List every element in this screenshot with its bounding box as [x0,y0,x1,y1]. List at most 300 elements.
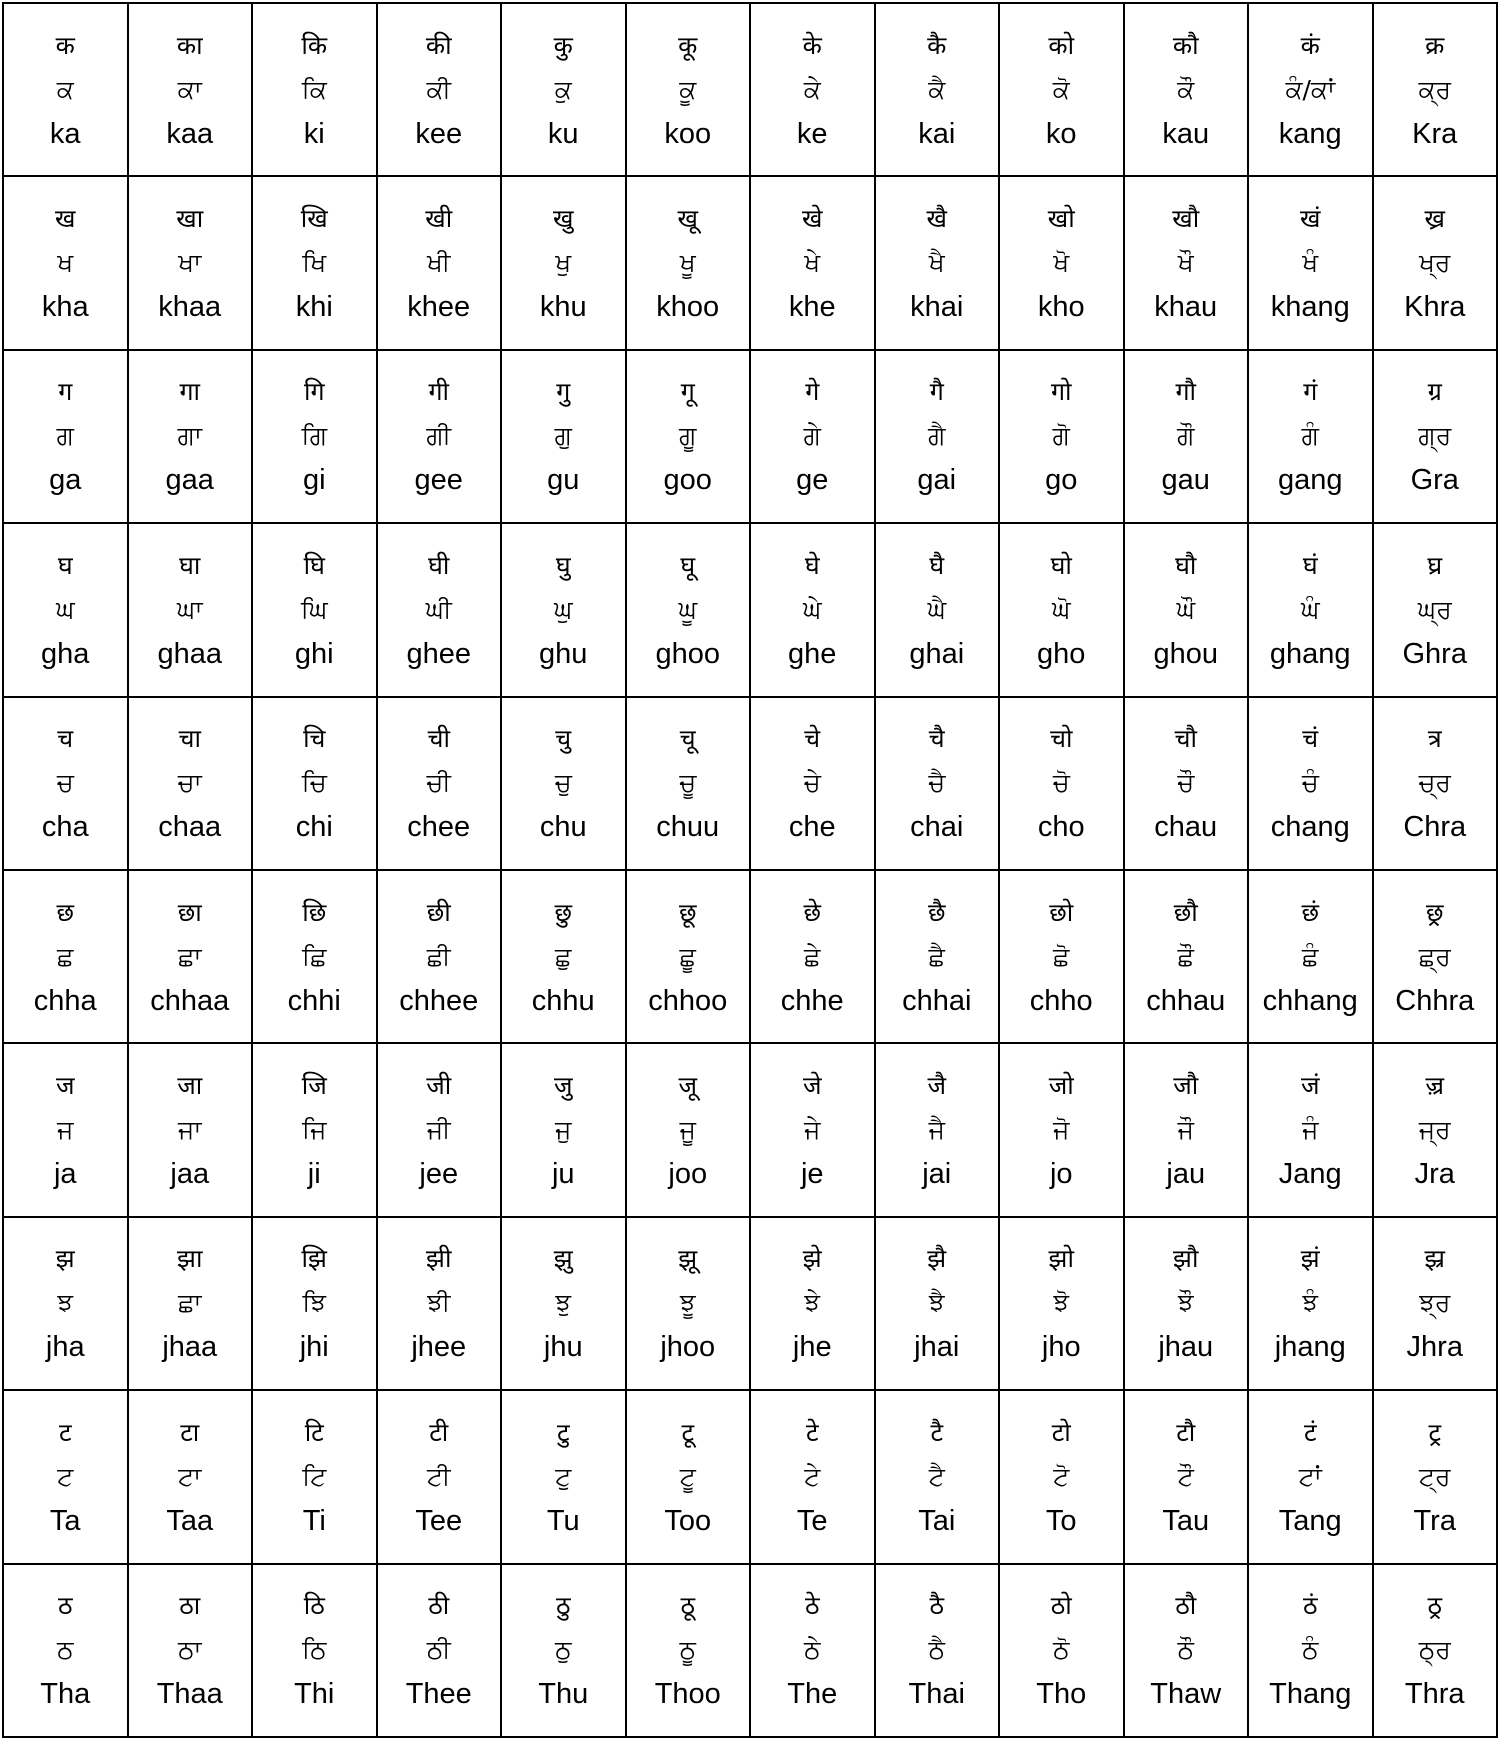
table-body [3,3,1497,1737]
syllable-group [502,351,625,522]
gurmukhi-syllable: ਟੇ [804,1461,821,1491]
devanagari-syllable: ठ्र [1427,1591,1443,1621]
syllable-group [1000,177,1123,348]
syllable-group [1249,4,1372,175]
romanized-syllable: go [1045,464,1078,497]
syllable-cell [128,1564,253,1737]
syllable-cell [3,3,128,176]
syllable-cell [1373,1390,1498,1563]
devanagari-syllable: गि [303,377,325,407]
devanagari-syllable: जि [301,1071,327,1101]
table-row [3,3,1497,176]
devanagari-syllable: ठि [303,1591,325,1621]
devanagari-syllable: छा [177,897,202,927]
syllable-cell [252,523,377,696]
devanagari-syllable: जौ [1173,1071,1199,1101]
devanagari-syllable: घा [179,550,201,580]
gurmukhi-syllable: ਟੌ [1177,1461,1194,1491]
syllable-group [1374,351,1497,522]
devanagari-syllable: ठु [555,1591,571,1621]
devanagari-syllable: कु [553,30,573,60]
gurmukhi-syllable: ਚੂ [679,768,697,798]
gurmukhi-syllable: ਕੰ/ਕਾਂ [1285,74,1336,104]
syllable-cell [3,1564,128,1737]
syllable-group [627,698,750,869]
romanized-syllable: Tra [1413,1504,1456,1537]
syllable-group [627,1391,750,1562]
gurmukhi-syllable: ਠਿ [302,1635,327,1665]
devanagari-syllable: ट्र [1428,1417,1442,1447]
syllable-cell [1248,350,1373,523]
devanagari-syllable: ट [58,1417,72,1447]
romanized-syllable: gee [414,464,463,497]
devanagari-syllable: जो [1048,1071,1074,1101]
devanagari-syllable: के [802,30,822,60]
syllable-cell [1124,176,1249,349]
syllable-cell [252,1043,377,1216]
gurmukhi-syllable: ਛਾ [177,941,202,971]
romanized-syllable: jhi [299,1331,329,1364]
devanagari-syllable: चै [928,724,945,754]
gurmukhi-syllable: ਠੀ [426,1635,451,1665]
romanized-syllable: chhe [780,984,844,1017]
romanized-syllable: jho [1041,1331,1081,1364]
syllable-group [876,1391,999,1562]
syllable-group [253,1218,376,1389]
gurmukhi-syllable: ਠੌ [1177,1635,1194,1665]
devanagari-syllable: घे [804,550,820,580]
gurmukhi-syllable: ਜੀ [426,1115,451,1145]
romanized-syllable: chee [407,811,471,844]
gurmukhi-syllable: ਛੋ [1053,941,1070,971]
syllable-group [1125,1044,1248,1215]
syllable-cell [1124,523,1249,696]
syllable-cell [750,1390,875,1563]
romanized-syllable: kau [1162,117,1210,150]
gurmukhi-syllable: ਠੰ [1302,1635,1319,1665]
gurmukhi-syllable: ਚਾ [177,768,202,798]
devanagari-syllable: टं [1303,1417,1317,1447]
syllable-cell [1373,697,1498,870]
gurmukhi-syllable: ਟਾ [178,1461,202,1491]
syllable-group [378,698,501,869]
romanized-syllable: Te [796,1504,828,1537]
devanagari-syllable: छो [1049,897,1074,927]
syllable-cell [377,176,502,349]
romanized-syllable: chhoo [648,984,728,1017]
romanized-syllable: Ti [302,1504,326,1537]
devanagari-syllable: चो [1050,724,1073,754]
syllable-group [502,1218,625,1389]
gurmukhi-syllable: ਟੀ [426,1461,451,1491]
syllable-group [129,4,252,175]
syllable-table [2,2,1498,1738]
gurmukhi-syllable: ਠ੍ਰ [1418,1635,1451,1665]
gurmukhi-syllable: ਗ੍ਰ [1418,421,1452,451]
gurmukhi-syllable: ਛੰ [1302,941,1319,971]
syllable-cell [1248,523,1373,696]
syllable-cell [3,350,128,523]
devanagari-syllable: झी [426,1244,452,1274]
devanagari-syllable: छि [302,897,327,927]
gurmukhi-syllable: ਘੇ [802,594,822,624]
romanized-syllable: ghai [909,637,965,670]
devanagari-syllable: ज़्र [1425,1071,1445,1101]
devanagari-syllable: को [1048,30,1075,60]
syllable-cell [1124,1390,1249,1563]
romanized-syllable: khoo [656,291,720,324]
romanized-syllable: jee [419,1158,459,1191]
devanagari-syllable: गू [680,377,695,407]
syllable-group [4,1391,127,1562]
syllable-cell [875,176,1000,349]
romanized-syllable: jhe [792,1331,832,1364]
romanized-syllable: chu [539,811,587,844]
romanized-syllable: gho [1037,637,1086,670]
devanagari-syllable: त्र [1427,724,1442,754]
syllable-cell [128,350,253,523]
syllable-group [378,1044,501,1215]
devanagari-syllable: घि [303,550,325,580]
romanized-syllable: gang [1277,464,1343,497]
syllable-group [502,4,625,175]
romanized-syllable: chho [1029,984,1093,1017]
syllable-cell [128,870,253,1043]
syllable-cell [501,1217,626,1390]
romanized-syllable: Khra [1404,291,1466,324]
syllable-cell [501,176,626,349]
gurmukhi-syllable: ਗੀ [426,421,452,451]
syllable-cell [3,697,128,870]
syllable-cell [128,176,253,349]
syllable-cell [3,870,128,1043]
gurmukhi-syllable: ਘੰ [1300,594,1320,624]
syllable-group [751,351,874,522]
romanized-syllable: ke [796,117,828,150]
syllable-group [378,1218,501,1389]
devanagari-syllable: कौ [1172,30,1199,60]
syllable-group [627,4,750,175]
devanagari-syllable: चू [679,724,696,754]
gurmukhi-syllable: ਛੈ [928,941,945,971]
syllable-cell [1248,1043,1373,1216]
romanized-syllable: jhu [543,1331,583,1364]
gurmukhi-syllable: ਛੂ [679,941,696,971]
gurmukhi-syllable: ਝੋ [1053,1288,1070,1318]
devanagari-syllable: घु [555,550,571,580]
devanagari-syllable: झु [553,1244,573,1274]
gurmukhi-syllable: ਟੋ [1053,1461,1070,1491]
gurmukhi-syllable: ਚ੍ਰ [1418,768,1451,798]
syllable-group [1000,1391,1123,1562]
romanized-syllable: ki [303,117,325,150]
devanagari-syllable: खू [677,204,698,234]
syllable-cell [1124,870,1249,1043]
syllable-group [4,351,127,522]
devanagari-syllable: छु [554,897,573,927]
gurmukhi-syllable: ਗੇ [803,421,821,451]
syllable-cell [750,870,875,1043]
syllable-cell [1373,176,1498,349]
devanagari-syllable: ठे [804,1591,820,1621]
syllable-cell [1373,350,1498,523]
syllable-group [253,1565,376,1736]
syllable-group [129,1044,252,1215]
gurmukhi-syllable: ਛਿ [302,941,327,971]
table-row [3,1217,1497,1390]
syllable-group [1125,524,1248,695]
devanagari-syllable: गो [1050,377,1072,407]
romanized-syllable: gha [41,637,90,670]
table-row [3,1043,1497,1216]
syllable-cell [377,350,502,523]
gurmukhi-syllable: ਖੂ [679,248,696,278]
devanagari-syllable: झं [1300,1244,1320,1274]
romanized-syllable: Thu [538,1678,589,1711]
devanagari-syllable: क [55,30,75,60]
syllable-group [1374,1391,1497,1562]
devanagari-syllable: झो [1048,1244,1074,1274]
syllable-cell [999,697,1124,870]
devanagari-syllable: ठै [929,1591,945,1621]
devanagari-syllable: ख [55,204,76,234]
syllable-group [876,524,999,695]
gurmukhi-syllable: ਕ [56,74,74,104]
syllable-group [627,524,750,695]
gurmukhi-syllable: ਠੂ [679,1635,696,1665]
romanized-syllable: chuu [656,811,720,844]
devanagari-syllable: चा [178,724,201,754]
syllable-group [1374,1044,1497,1215]
romanized-syllable: ghaa [157,637,222,670]
romanized-syllable: gai [917,464,957,497]
romanized-syllable: chai [910,811,964,844]
syllable-cell [252,176,377,349]
gurmukhi-syllable: ਝੀ [427,1288,451,1318]
syllable-cell [252,697,377,870]
syllable-cell [252,1217,377,1390]
gurmukhi-syllable: ਝ੍ਰ [1419,1288,1451,1318]
syllable-group [876,4,999,175]
gurmukhi-syllable: ਗੋ [1052,421,1070,451]
syllable-cell [999,1217,1124,1390]
romanized-syllable: ge [796,464,829,497]
syllable-group [1125,177,1248,348]
syllable-cell [626,523,751,696]
syllable-group [253,177,376,348]
devanagari-syllable: झा [177,1244,203,1274]
romanized-syllable: jhang [1274,1331,1346,1364]
gurmukhi-syllable: ਜ [57,1115,74,1145]
gurmukhi-syllable: ਘੀ [425,594,452,624]
romanized-syllable: gau [1161,464,1210,497]
syllable-group [1374,4,1497,175]
gurmukhi-syllable: ਛ [57,941,74,971]
devanagari-syllable: कू [678,30,698,60]
syllable-group [378,4,501,175]
syllable-cell [377,1390,502,1563]
devanagari-syllable: खे [802,204,823,234]
syllable-group [4,524,127,695]
syllable-cell [750,3,875,176]
gurmukhi-syllable: ਝੰ [1302,1288,1319,1318]
syllable-cell [875,3,1000,176]
romanized-syllable: Tang [1278,1504,1342,1537]
syllable-group [751,871,874,1042]
devanagari-syllable: चं [1302,724,1319,754]
syllable-group [378,1391,501,1562]
syllable-group [129,1391,252,1562]
gurmukhi-syllable: ਜੁ [555,1115,572,1145]
devanagari-syllable: टे [805,1417,819,1447]
devanagari-syllable: जा [177,1071,203,1101]
devanagari-syllable: टी [429,1417,449,1447]
syllable-cell [252,350,377,523]
syllable-group [378,1565,501,1736]
devanagari-syllable: ठौ [1175,1591,1197,1621]
syllable-cell [875,1390,1000,1563]
romanized-syllable: chhai [902,984,972,1017]
devanagari-syllable: खो [1047,204,1075,234]
romanized-syllable: ji [307,1158,321,1191]
gurmukhi-syllable: ਖੋ [1053,248,1070,278]
romanized-syllable: jhaa [162,1331,218,1364]
syllable-group [4,177,127,348]
gurmukhi-syllable: ਛੁ [555,941,572,971]
devanagari-syllable: जू [678,1071,698,1101]
romanized-syllable: kee [415,117,463,150]
romanized-syllable: Tho [1036,1678,1087,1711]
gurmukhi-syllable: ਛੌ [1177,941,1194,971]
devanagari-syllable: छ [56,897,75,927]
romanized-syllable: Too [664,1504,712,1537]
syllable-group [876,1565,999,1736]
syllable-group [1000,1044,1123,1215]
gurmukhi-syllable: ਖੁ [555,248,572,278]
devanagari-syllable: छी [426,897,451,927]
syllable-cell [3,523,128,696]
romanized-syllable: ghang [1269,637,1351,670]
gurmukhi-syllable: ਛੀ [426,941,451,971]
gurmukhi-syllable: ਝੇ [804,1288,821,1318]
syllable-cell [1124,1217,1249,1390]
syllable-group [4,1044,127,1215]
romanized-syllable: Gra [1410,464,1459,497]
gurmukhi-syllable: ਜੈ [928,1115,945,1145]
gurmukhi-syllable: ਗੰ [1301,421,1319,451]
syllable-cell [626,1217,751,1390]
syllable-group [1125,698,1248,869]
romanized-syllable: chhaa [150,984,230,1017]
syllable-cell [128,3,253,176]
romanized-syllable: Tha [40,1678,91,1711]
gurmukhi-syllable: ਟਿ [302,1461,327,1491]
syllable-cell [626,697,751,870]
syllable-group [751,4,874,175]
romanized-syllable: jhoo [660,1331,716,1364]
romanized-syllable: khee [407,291,471,324]
syllable-group [751,698,874,869]
syllable-group [1125,351,1248,522]
syllable-group [129,177,252,348]
romanized-syllable: khi [295,291,333,324]
devanagari-syllable: जै [927,1071,947,1101]
gurmukhi-syllable: ਜੂ [679,1115,696,1145]
romanized-syllable: Kra [1412,117,1458,150]
syllable-cell [875,1217,1000,1390]
syllable-group [253,1044,376,1215]
syllable-cell [1248,1217,1373,1390]
gurmukhi-syllable: ਜੋ [1053,1115,1070,1145]
syllable-group [1374,871,1497,1042]
gurmukhi-syllable: ਝੁ [555,1288,572,1318]
gurmukhi-syllable: ਖ [57,248,74,278]
devanagari-syllable: झ [55,1244,75,1274]
syllable-cell [377,1217,502,1390]
devanagari-syllable: ज [55,1071,75,1101]
devanagari-syllable: घो [1050,550,1072,580]
syllable-cell [875,523,1000,696]
gurmukhi-syllable: ਜਿ [302,1115,327,1145]
devanagari-syllable: घं [1302,550,1318,580]
gurmukhi-syllable: ਚੇ [803,768,821,798]
devanagari-syllable: ठू [680,1591,696,1621]
devanagari-syllable: टु [556,1417,570,1447]
gurmukhi-syllable: ਗਿ [301,421,327,451]
gurmukhi-syllable: ਛ੍ਰ [1418,941,1451,971]
devanagari-syllable: झौ [1173,1244,1199,1274]
syllable-group [1125,1391,1248,1562]
syllable-cell [3,1043,128,1216]
syllable-group [1000,871,1123,1042]
syllable-group [1374,1218,1497,1389]
syllable-cell [1373,1217,1498,1390]
syllable-group [1000,698,1123,869]
devanagari-syllable: टि [304,1417,324,1447]
syllable-cell [3,176,128,349]
gurmukhi-syllable: ਚੈ [928,768,946,798]
syllable-group [1249,1044,1372,1215]
syllable-group [751,1218,874,1389]
syllable-cell [626,1043,751,1216]
syllable-group [1374,524,1497,695]
syllable-cell [999,176,1124,349]
syllable-group [1374,698,1497,869]
devanagari-syllable: ठं [1302,1591,1318,1621]
romanized-syllable: kai [918,117,956,150]
gurmukhi-syllable: ਗ [56,421,74,451]
syllable-cell [501,350,626,523]
romanized-syllable: kho [1037,291,1085,324]
gurmukhi-syllable: ਖ੍ਰ [1419,248,1451,278]
syllable-group [876,698,999,869]
romanized-syllable: Chra [1403,811,1467,844]
gurmukhi-syllable: ਕ੍ਰ [1418,74,1452,104]
romanized-syllable: Tee [415,1504,463,1537]
devanagari-syllable: ठ [57,1591,73,1621]
syllable-group [1125,4,1248,175]
devanagari-syllable: टौ [1176,1417,1196,1447]
gurmukhi-syllable: ਜੰ [1302,1115,1319,1145]
gurmukhi-syllable: ਜੇ [804,1115,821,1145]
syllable-group [502,1565,625,1736]
devanagari-syllable: खि [300,204,328,234]
romanized-syllable: Jhra [1406,1331,1463,1364]
romanized-syllable: The [787,1678,838,1711]
romanized-syllable: chhang [1262,984,1358,1017]
romanized-syllable: jai [922,1158,952,1191]
gurmukhi-syllable: ਚਿ [301,768,327,798]
